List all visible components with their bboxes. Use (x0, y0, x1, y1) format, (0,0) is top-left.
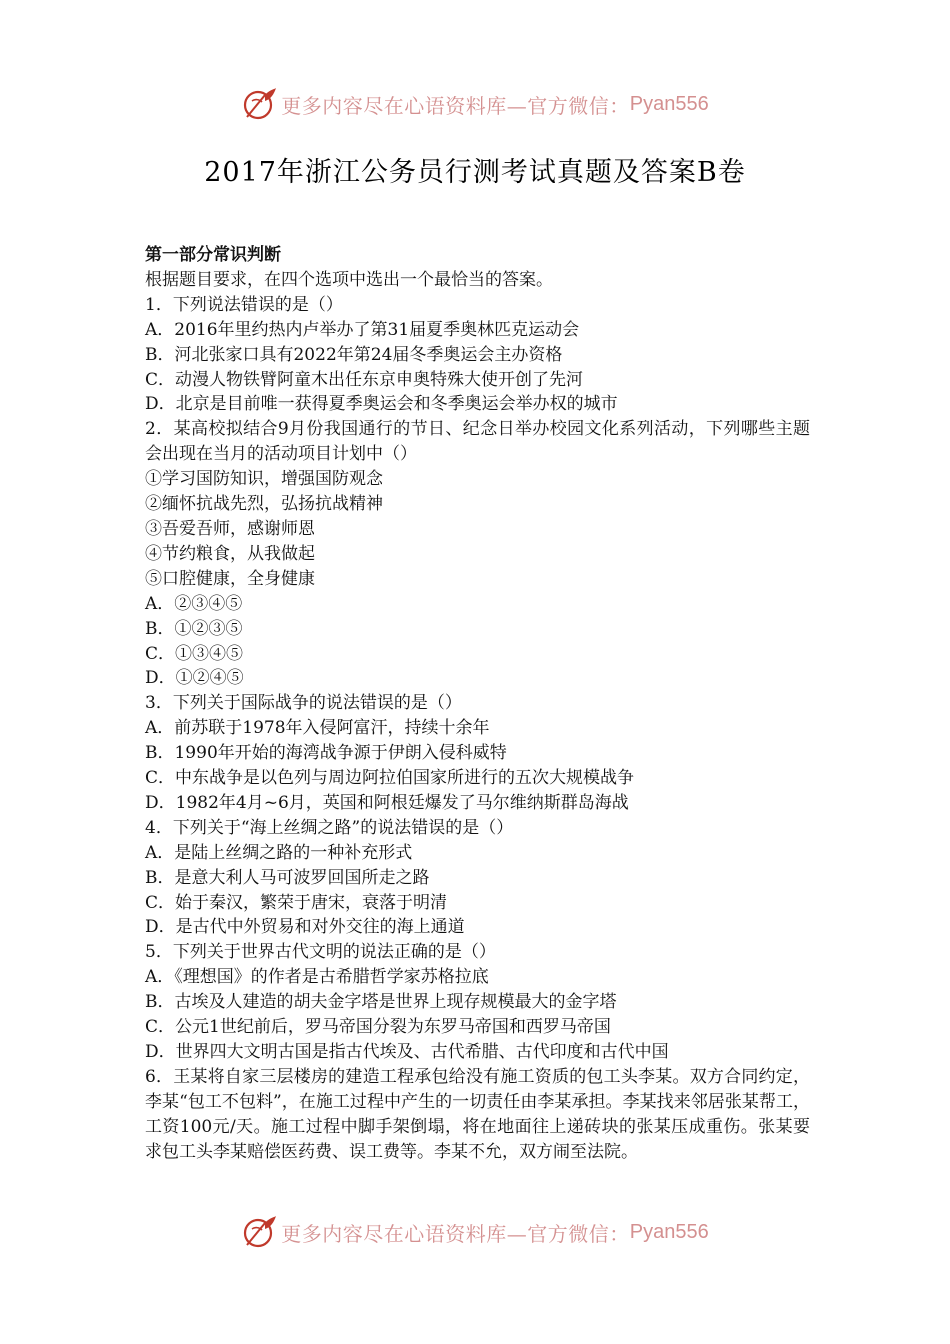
statement-4: ④节约粮食，从我做起 (145, 543, 315, 564)
instruction-text: 根据题目要求，在四个选项中选出一个最恰当的答案。 (145, 269, 553, 290)
quill-logo-icon (241, 86, 277, 122)
statement-1: ①学习国防知识，增强国防观念 (145, 469, 383, 490)
option-3b: B．1990年开始的海湾战争源于伊朗入侵科威特 (145, 743, 507, 764)
watermark-code: Pyan556 (629, 1220, 709, 1243)
option-2c: C．①③④⑤ (145, 643, 244, 664)
watermark-banner-bottom (0, 1210, 950, 1254)
option-1b: B．河北张家口具有2022年第24届冬季奥运会主办资格 (145, 344, 563, 365)
question-1: 1．下列说法错误的是（） (145, 294, 343, 315)
option-4c: C．始于秦汉，繁荣于唐宋，衰落于明清 (145, 892, 448, 913)
option-3a: A．前苏联于1978年入侵阿富汗，持续十余年 (145, 718, 490, 739)
option-1c: C．动漫人物铁臂阿童木出任东京申奥特殊大使开创了先河 (145, 369, 584, 390)
option-4b: B．是意大利人马可波罗回国所走之路 (145, 867, 430, 888)
option-5b: B．古埃及人建造的胡夫金字塔是世界上现存规模最大的金字塔 (145, 992, 617, 1013)
question-4: 4．下列关于“海上丝绸之路”的说法错误的是（） (145, 817, 514, 838)
option-2d: D．①②④⑤ (145, 668, 244, 689)
watermark-code: Pyan556 (629, 92, 709, 115)
option-3c: C．中东战争是以色列与周边阿拉伯国家所进行的五次大规模战争 (145, 768, 635, 789)
option-5d: D．世界四大文明古国是指古代埃及、古代希腊、古代印度和古代中国 (145, 1042, 669, 1062)
option-2a: A．②③④⑤ (145, 593, 243, 614)
document-body (145, 243, 810, 1165)
watermark-text: 更多内容尽在心语资料库—官方微信： (281, 93, 630, 118)
question-3: 3．下列关于国际战争的说法错误的是（） (145, 693, 462, 714)
option-3d: D．1982年4月~6月，英国和阿根廷爆发了马尔维纳斯群岛海战 (145, 792, 629, 813)
option-5c: C．公元1世纪前后，罗马帝国分裂为东罗马帝国和西罗马帝国 (145, 1017, 611, 1038)
statement-3: ③吾爱吾师，感谢师恩 (145, 518, 315, 539)
option-4a: A．是陆上丝绸之路的一种补充形式 (145, 842, 413, 863)
watermark-text: 更多内容尽在心语资料库—官方微信： (281, 1221, 630, 1246)
question-5: 5．下列关于世界古代文明的说法正确的是（） (145, 942, 496, 963)
statement-2: ②缅怀抗战先烈，弘扬抗战精神 (145, 494, 383, 515)
option-5a: A．《理想国》的作者是古希腊哲学家苏格拉底 (145, 967, 489, 988)
watermark-banner-top (0, 82, 950, 126)
section-heading: 第一部分常识判断 (145, 245, 281, 265)
option-2b: B．①②③⑤ (145, 618, 243, 639)
statement-5: ⑤口腔健康，全身健康 (145, 568, 315, 589)
option-1a: A．2016年里约热内卢举办了第31届夏季奥林匹克运动会 (145, 319, 580, 340)
page-title: 2017年浙江公务员行测考试真题及答案B卷 (204, 157, 746, 188)
quill-logo-icon (241, 1214, 277, 1250)
question-6: 6．王某将自家三层楼房的建造工程承包给没有施工资质的包工头李某。双方合同约定，李某“包工不包料”，在施工过程中产生的一切责任由李某承担。李某找来邻居张某帮工，工资100元/天。施工过程中脚手架倒塌，将在地面往上递砖块的张某压成重伤。张某要求包工头李某赔偿医药费、误工费等。李某不允，双方闹至法院。 (145, 1066, 810, 1162)
option-4d: D．是古代中外贸易和对外交往的海上通道 (145, 917, 465, 938)
option-1d: D．北京是目前唯一获得夏季奥运会和冬季奥运会举办权的城市 (145, 394, 618, 415)
question-2: 2．某高校拟结合9月份我国通行的节日、纪念日举办校园文化系列活动，下列哪些主题会出现在当月的活动项目计划中（） (145, 419, 810, 465)
